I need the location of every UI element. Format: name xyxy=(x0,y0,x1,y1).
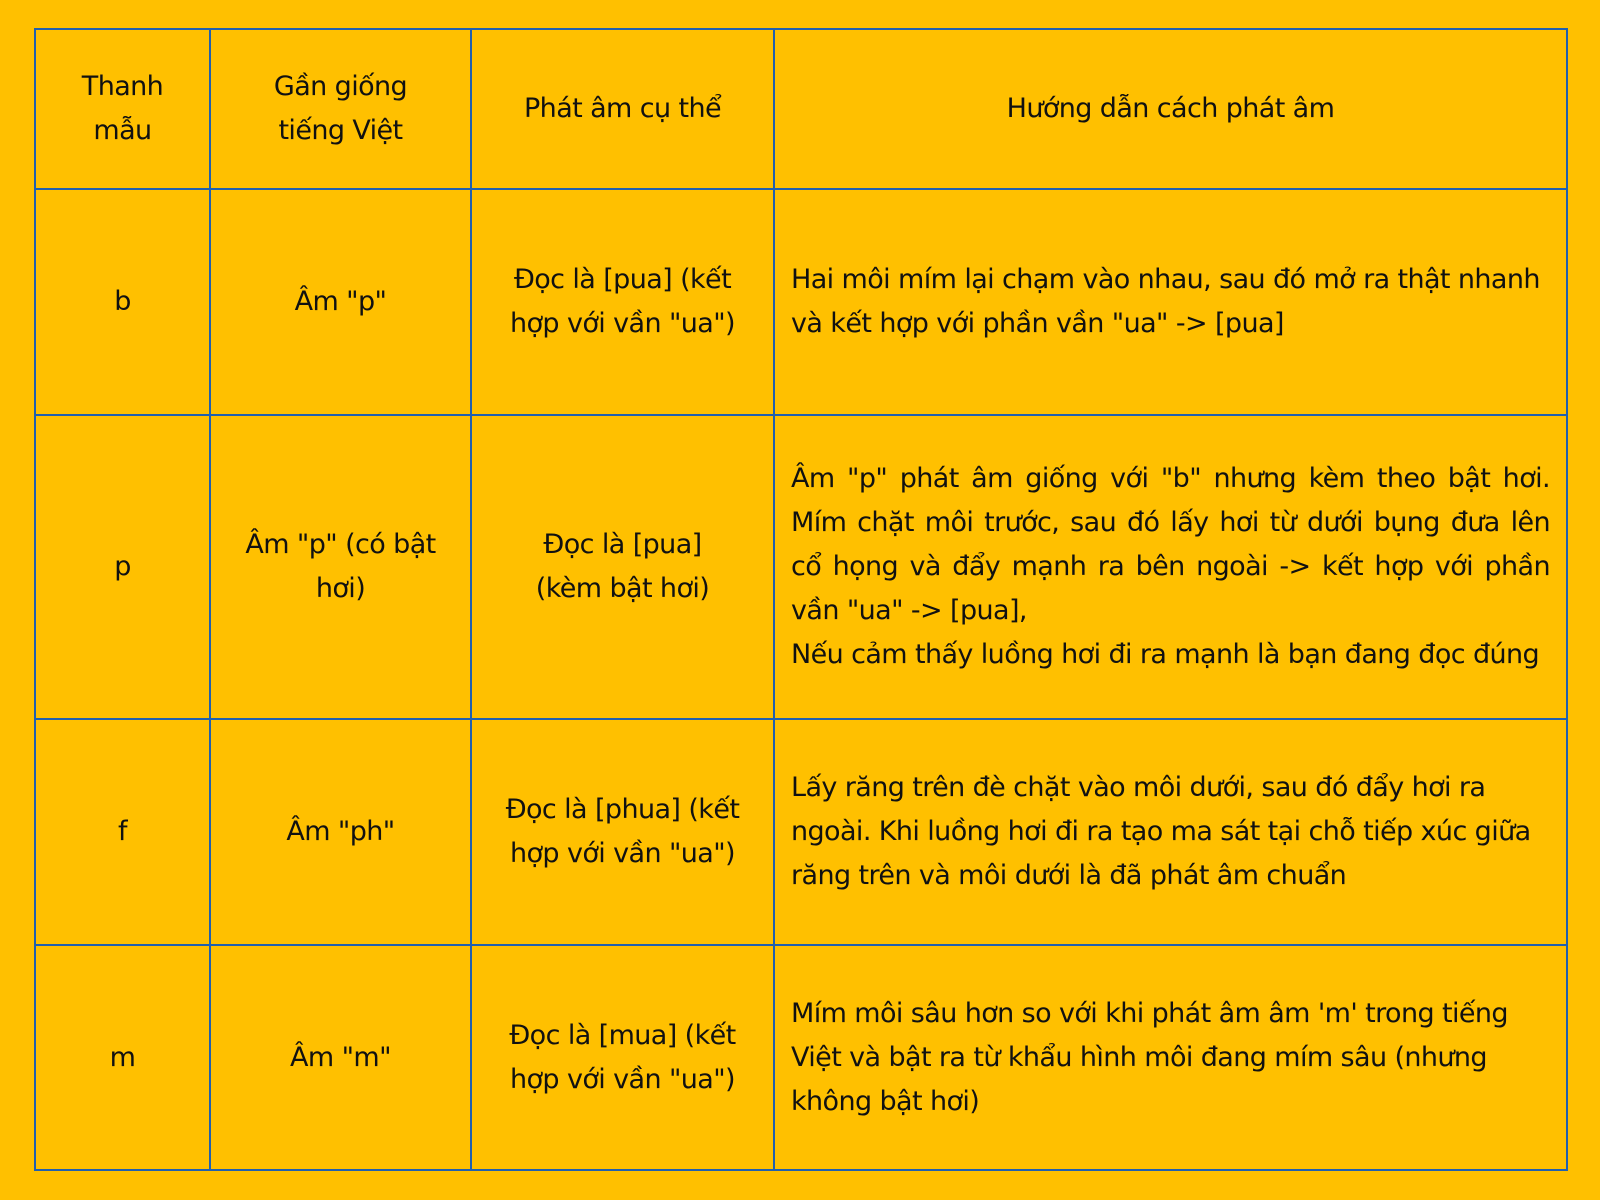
table-header-row xyxy=(35,29,1567,189)
header-initial xyxy=(35,29,210,189)
guide-text: Âm "p" phát âm giống với "b" nhưng kèm theo bật hơi. Mím chặt môi trước, sau đó lấy hơi từ dưới bụng đưa lên cổ họng và đẩy mạnh ra bên ngoài -> kết hợp với phần vần "ua" -> [pua], xyxy=(791,463,1550,626)
cell-guide: Hai môi mím lại chạm vào nhau, sau đó mở ra thật nhanh và kết hợp với phần vần "ua" -> [pua] xyxy=(774,189,1567,415)
table-row xyxy=(35,415,1567,719)
header-guide xyxy=(774,29,1567,189)
header-pronunciation-label: Phát âm cụ thể xyxy=(524,93,721,124)
cell-initial: m xyxy=(35,945,210,1170)
table-row xyxy=(35,945,1567,1170)
guide-text-note: Nếu cảm thấy luồng hơi đi ra mạnh là bạn đang đọc đúng xyxy=(791,639,1540,670)
cell-guide: Lấy răng trên đè chặt vào môi dưới, sau đó đẩy hơi ra ngoài. Khi luồng hơi đi ra tạo ma sát tại chỗ tiếp xúc giữa răng trên và môi dưới là đã phát âm chuẩn xyxy=(774,719,1567,945)
cell-initial: b xyxy=(35,189,210,415)
table-row xyxy=(35,189,1567,415)
cell-guide xyxy=(774,415,1567,719)
cell-pronunciation: Đọc là [pua] (kèm bật hơi) xyxy=(471,415,774,719)
cell-similar: Âm "ph" xyxy=(210,719,471,945)
header-guide-label: Hướng dẫn cách phát âm xyxy=(1006,93,1335,124)
table-row xyxy=(35,719,1567,945)
pronunciation-table xyxy=(34,28,1568,1171)
cell-initial: p xyxy=(35,415,210,719)
cell-pronunciation: Đọc là [mua] (kết hợp với vần "ua") xyxy=(471,945,774,1170)
header-similar xyxy=(210,29,471,189)
cell-similar: Âm "m" xyxy=(210,945,471,1170)
header-similar-label: Gần giống tiếng Việt xyxy=(273,71,408,146)
cell-similar: Âm "p" xyxy=(210,189,471,415)
header-initial-label: Thanh mẫu xyxy=(81,71,164,146)
cell-pronunciation: Đọc là [pua] (kết hợp với vần "ua") xyxy=(471,189,774,415)
cell-similar: Âm "p" (có bật hơi) xyxy=(210,415,471,719)
cell-pronunciation: Đọc là [phua] (kết hợp với vần "ua") xyxy=(471,719,774,945)
cell-guide: Mím môi sâu hơn so với khi phát âm âm 'm' trong tiếng Việt và bật ra từ khẩu hình môi đang mím sâu (nhưng không bật hơi) xyxy=(774,945,1567,1170)
header-pronunciation xyxy=(471,29,774,189)
cell-initial: f xyxy=(35,719,210,945)
